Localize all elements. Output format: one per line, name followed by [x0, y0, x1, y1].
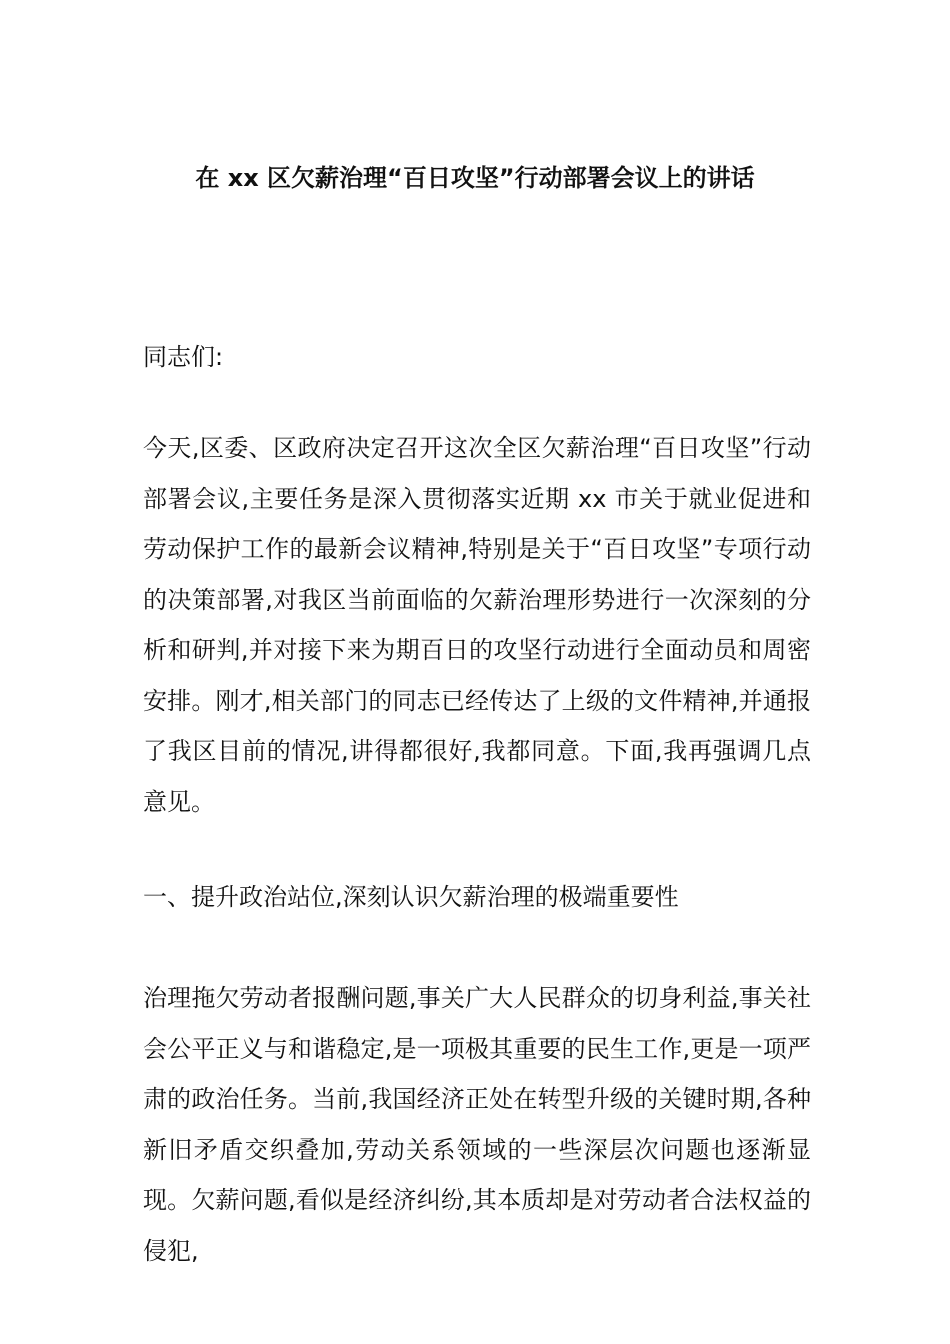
document-title: 在 xx 区欠薪治理“百日攻坚”行动部署会议上的讲话 [195, 164, 755, 192]
paragraph-section-1: 治理拖欠劳动者报酬问题,事关广大人民群众的切身利益,事关社会公平正义与和谐稳定,是一项极其重要的民生工作,更是一项严肃的政治任务。当前,我国经济正处在转型升级的关键时期,各种新旧矛盾交织叠加,劳动关系领域的一些深层次问题也逐渐显现。欠薪问题,看似是经济纠纷,其本质却是对劳动者合法权益的侵犯, [143, 984, 811, 1265]
salutation: 同志们: [143, 343, 224, 371]
paragraph-intro: 今天,区委、区政府决定召开这次全区欠薪治理“百日攻坚”行动部署会议,主要任务是深入贯彻落实近期 xx 市关于就业促进和劳动保护工作的最新会议精神,特别是关于“百日攻坚”专项行动的决策部署,对我区当前面临的欠薪治理形势进行一次深刻的分析和研判,并对接下来为期百日的攻坚行动进行全面动员和周密安排。刚才,相关部门的同志已经传达了上级的文件精神,并通报了我区目前的情况,讲得都很好,我都同意。下面,我再强调几点意见。 [143, 434, 811, 816]
section-heading: 一、提升政治站位,深刻认识欠薪治理的极端重要性 [143, 883, 679, 911]
